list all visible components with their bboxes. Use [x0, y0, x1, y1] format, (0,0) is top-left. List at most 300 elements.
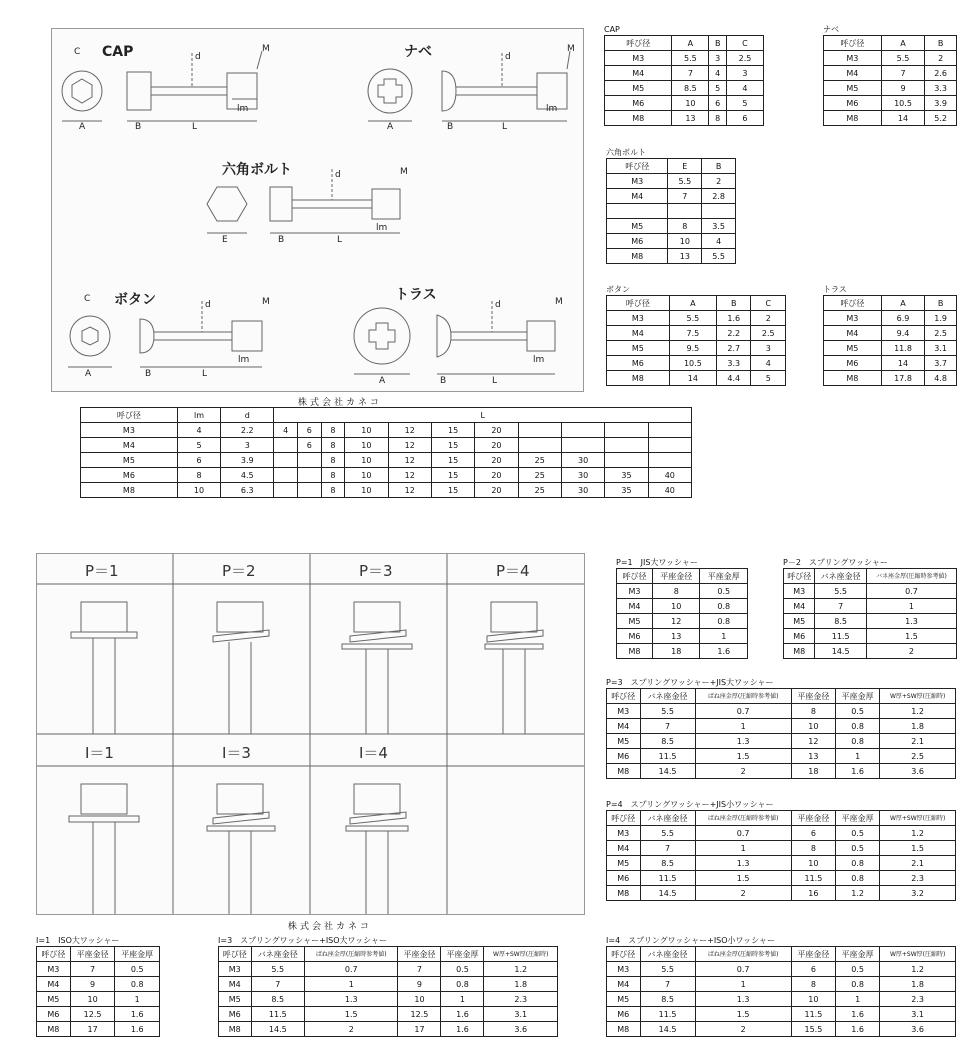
table-row — [607, 356, 786, 371]
table-cell: 8.5 — [251, 992, 304, 1007]
i3-label: I＝3 — [222, 744, 251, 762]
table-header-cell: 呼び径 — [607, 947, 641, 962]
table-row — [607, 174, 736, 189]
table-header-cell: 平座金厚 — [441, 947, 484, 962]
table-cell: 1.3 — [695, 992, 791, 1007]
table-cell: 9.4 — [881, 326, 924, 341]
table-cell: M4 — [607, 189, 668, 204]
table-cell — [648, 453, 691, 468]
hex-m-label: M — [400, 167, 408, 177]
table-cell: 1.6 — [115, 1022, 160, 1037]
hex-b-label: B — [278, 235, 285, 245]
table-cell: 11.5 — [791, 1007, 835, 1022]
table-cell: 2.1 — [880, 734, 956, 749]
table-cell: 1.2 — [836, 886, 880, 901]
table-cell: 2.5 — [925, 326, 957, 341]
table-row — [617, 584, 748, 599]
table-cell: 15 — [431, 438, 474, 453]
table-cell: 8 — [791, 704, 835, 719]
table-row — [219, 992, 558, 1007]
table-row — [617, 644, 748, 659]
table-title: ナベ — [823, 25, 839, 34]
table-cell: 1 — [115, 992, 160, 1007]
table-row — [607, 886, 956, 901]
table-header-cell: A — [669, 296, 716, 311]
table-cell: 2.3 — [880, 871, 956, 886]
table-cell: 3.9 — [221, 453, 274, 468]
data-table — [604, 35, 764, 126]
table-cell: 5 — [177, 438, 220, 453]
data-table — [823, 35, 957, 126]
table-cell: 1 — [441, 992, 484, 1007]
table-cell: 8 — [321, 483, 345, 498]
table-row — [219, 1022, 558, 1037]
table-cell: 35 — [605, 468, 648, 483]
table-cell: 3 — [751, 341, 786, 356]
table-header-cell: lm — [177, 408, 220, 423]
table-header-cell: A — [881, 36, 924, 51]
table-cell: M8 — [607, 764, 641, 779]
table-header-cell: 平座金径 — [791, 947, 835, 962]
table-cell: M4 — [784, 599, 815, 614]
table-row — [824, 111, 957, 126]
washer-svg — [37, 554, 584, 914]
table-cell: 20 — [475, 423, 518, 438]
nabe-d-label: d — [505, 52, 511, 62]
table-cell: 40 — [648, 468, 691, 483]
table-row — [607, 1022, 956, 1037]
table-cell — [605, 438, 648, 453]
table-row — [37, 962, 160, 977]
table-cell: M4 — [617, 599, 653, 614]
table-cell: 0.5 — [441, 962, 484, 977]
table-cell: 0.7 — [695, 704, 791, 719]
table-cell: 1.2 — [880, 962, 956, 977]
table-header-cell: B — [717, 296, 751, 311]
table-cell: 12 — [388, 438, 431, 453]
button-a-label: A — [85, 369, 92, 379]
table-row — [824, 66, 957, 81]
table-cell: M3 — [607, 962, 641, 977]
table-cell: 6 — [726, 111, 763, 126]
table-header-cell: B — [709, 36, 727, 51]
table-cell: 7 — [640, 841, 695, 856]
cap-label: CAP — [102, 44, 134, 60]
table-cell: 2.3 — [484, 992, 558, 1007]
table-cell: 10 — [791, 856, 835, 871]
table-cell: 5.5 — [669, 311, 716, 326]
table-header-cell: A — [672, 36, 709, 51]
hex-d-label: d — [335, 170, 341, 180]
table-header-cell: 平座金径 — [652, 569, 700, 584]
table-cell: 1.3 — [695, 856, 791, 871]
table-p1 — [616, 557, 748, 659]
table-cell: 20 — [475, 468, 518, 483]
cap-a-label: A — [79, 122, 86, 132]
p2-label: P＝2 — [222, 562, 256, 580]
table-cell: 10 — [70, 992, 115, 1007]
table-cell: 7 — [70, 962, 115, 977]
table-cell: M5 — [37, 992, 71, 1007]
table-cell: 1 — [695, 977, 791, 992]
table-cell: 14.5 — [251, 1022, 304, 1037]
table-cell: M8 — [607, 1022, 641, 1037]
table-cell: 8 — [321, 423, 345, 438]
table-cell: 11.5 — [815, 629, 867, 644]
table-cell: M3 — [824, 51, 882, 66]
table-cell: M5 — [607, 219, 668, 234]
table-cell: 25 — [518, 483, 561, 498]
hex-e-label: E — [222, 235, 228, 245]
table-cell: 10 — [345, 423, 388, 438]
data-table — [218, 946, 558, 1037]
p3-figure — [342, 602, 412, 734]
table-cell: 5.5 — [640, 826, 695, 841]
table-row — [81, 423, 692, 438]
table-cell: 30 — [561, 468, 604, 483]
table-cell: 5.5 — [881, 51, 924, 66]
table-row — [607, 311, 786, 326]
table-cell: 1.6 — [717, 311, 751, 326]
table-cell: 8 — [321, 438, 345, 453]
table-header-cell: C — [751, 296, 786, 311]
table-header-cell: 平座金厚 — [836, 947, 880, 962]
table-cell: M5 — [605, 81, 672, 96]
table-header-cell: W厚+SW厚(圧縮時) — [484, 947, 558, 962]
table-cell: 7 — [640, 977, 695, 992]
table-cell: 40 — [648, 483, 691, 498]
table-cell: 1.5 — [695, 749, 791, 764]
table-cell: 4 — [177, 423, 220, 438]
table-cell: 11.5 — [251, 1007, 304, 1022]
table-row — [607, 734, 956, 749]
table-cell: 14 — [881, 356, 924, 371]
truss-d-label: d — [495, 300, 501, 310]
table-cell: M5 — [607, 992, 641, 1007]
data-table — [606, 688, 956, 779]
table-cell: 15 — [431, 468, 474, 483]
table-cell: 1.6 — [836, 1007, 880, 1022]
table-cell: 7 — [815, 599, 867, 614]
table-header-cell: 呼び径 — [607, 689, 641, 704]
i1-figure — [69, 784, 139, 914]
table-cell: 2.7 — [717, 341, 751, 356]
table-cell: M5 — [607, 341, 670, 356]
table-cell: 8.5 — [815, 614, 867, 629]
table-cell: 1 — [695, 841, 791, 856]
table-cell: 5.5 — [815, 584, 867, 599]
table-cell: M4 — [219, 977, 252, 992]
table-header-cell: 呼び径 — [219, 947, 252, 962]
table-header-cell: W厚+SW厚(圧縮時) — [880, 947, 956, 962]
table-row — [784, 584, 957, 599]
table-cell: M4 — [824, 326, 882, 341]
table-cell: 2 — [695, 764, 791, 779]
table-cell: 17 — [70, 1022, 115, 1037]
table-cell: 8.5 — [640, 734, 695, 749]
table-cell: 30 — [561, 483, 604, 498]
button-d-label: d — [205, 300, 211, 310]
table-cell: M4 — [37, 977, 71, 992]
table-cell: 3.6 — [880, 764, 956, 779]
table-cell — [298, 483, 322, 498]
table-cell — [274, 438, 298, 453]
table-cell: 10 — [345, 483, 388, 498]
table-header-cell: 呼び径 — [784, 569, 815, 584]
i1-label: I＝1 — [85, 744, 114, 762]
table-cell: 4.4 — [717, 371, 751, 386]
table-cell — [298, 468, 322, 483]
table-row — [824, 326, 957, 341]
table-cell: 9 — [398, 977, 441, 992]
table-cell: 15.5 — [791, 1022, 835, 1037]
table-cell: 0.8 — [836, 734, 880, 749]
table-row — [605, 81, 764, 96]
table-row — [607, 719, 956, 734]
table-title: P=3 スプリングワッシャー+JIS大ワッシャー — [606, 678, 774, 687]
table-cell: 7 — [640, 719, 695, 734]
table-cell: 8.5 — [672, 81, 709, 96]
table-header-cell: バネ座金径 — [640, 811, 695, 826]
table-header-cell: W厚+SW厚(圧縮時) — [880, 811, 956, 826]
table-row — [219, 962, 558, 977]
table-cell: 2.5 — [751, 326, 786, 341]
table-cell: 1.6 — [115, 1007, 160, 1022]
table-cell: 1.6 — [441, 1007, 484, 1022]
table-header-cell: B — [925, 36, 957, 51]
table-title: I=3 スプリングワッシャー+ISO大ワッシャー — [218, 936, 387, 945]
table-cell: 1.2 — [880, 826, 956, 841]
table-cell: 3 — [709, 51, 727, 66]
table-cell: 0.7 — [866, 584, 956, 599]
hex-bolt-figure — [207, 169, 400, 233]
button-b-label: B — [145, 369, 152, 379]
table-cell — [518, 423, 561, 438]
table-cell: 3.1 — [484, 1007, 558, 1022]
table-cell: 7 — [668, 189, 702, 204]
table-cell: 1.3 — [305, 992, 398, 1007]
table-cell: 2 — [751, 311, 786, 326]
table-row — [607, 764, 956, 779]
table-cell: 9.5 — [669, 341, 716, 356]
p2-figure — [213, 602, 269, 734]
table-cell: 1 — [836, 992, 880, 1007]
cap-c-label: C — [74, 47, 81, 57]
table-cell: M3 — [607, 311, 670, 326]
table-cell: 7.5 — [669, 326, 716, 341]
table-cell: 1.5 — [695, 871, 791, 886]
table-cell: 2.8 — [702, 189, 736, 204]
table-header-cell: d — [221, 408, 274, 423]
table-row — [605, 96, 764, 111]
table-cell: 10 — [791, 719, 835, 734]
truss-label: トラス — [395, 287, 437, 303]
table-cell: 3.7 — [925, 356, 957, 371]
table-cell: 20 — [475, 483, 518, 498]
table-cell: M5 — [824, 81, 882, 96]
table-cell — [561, 423, 604, 438]
table-cell: 1 — [305, 977, 398, 992]
table-cell: 10 — [652, 599, 700, 614]
truss-a-label: A — [379, 376, 386, 386]
table-row — [219, 977, 558, 992]
nabe-l-label: L — [502, 122, 508, 132]
data-table — [823, 295, 957, 386]
table-header-cell: 呼び径 — [607, 296, 670, 311]
table-cell: M8 — [81, 483, 178, 498]
table-header-cell: バネ座金径 — [640, 689, 695, 704]
table-cell: M5 — [784, 614, 815, 629]
table-cell — [605, 423, 648, 438]
table-cell: M4 — [607, 719, 641, 734]
table-cell: M5 — [607, 856, 641, 871]
table-cell: M8 — [617, 644, 653, 659]
table-row — [784, 644, 957, 659]
table-cell: M6 — [784, 629, 815, 644]
table-row — [81, 438, 692, 453]
table-cell: M5 — [81, 453, 178, 468]
table-cell: M3 — [605, 51, 672, 66]
table-row — [607, 992, 956, 1007]
table-cell: 4.8 — [925, 371, 957, 386]
table-cell: 1.2 — [484, 962, 558, 977]
table-cell: 6 — [298, 423, 322, 438]
table-cell: M8 — [607, 249, 668, 264]
table-row — [605, 111, 764, 126]
table-cell: 3.3 — [925, 81, 957, 96]
table-cell: 2.5 — [726, 51, 763, 66]
table-cell: 13 — [668, 249, 702, 264]
table-cell: 3 — [221, 438, 274, 453]
table-cell: 16 — [791, 886, 835, 901]
table-row — [824, 371, 957, 386]
table-row — [784, 614, 957, 629]
table-row — [605, 66, 764, 81]
table-header-cell: E — [668, 159, 702, 174]
table-header-row — [784, 569, 957, 584]
nabe-b-label: B — [447, 122, 454, 132]
table-cell: M6 — [607, 356, 670, 371]
table-row — [607, 1007, 956, 1022]
table-cell: M3 — [81, 423, 178, 438]
table-cell: 10.5 — [881, 96, 924, 111]
table-cell: 13 — [672, 111, 709, 126]
table-cell: 10 — [668, 234, 702, 249]
nabe-label: ナベ — [404, 44, 432, 60]
table-cell: M5 — [219, 992, 252, 1007]
table-cell: 1 — [836, 749, 880, 764]
hex-lm-label: lm — [376, 223, 388, 233]
table-title: トラス — [823, 285, 847, 294]
table-row — [219, 1007, 558, 1022]
table-cell: M8 — [824, 371, 882, 386]
table-row — [607, 189, 736, 204]
table-cell: 6 — [791, 962, 835, 977]
table-header-row — [607, 296, 786, 311]
table-cell: 3.1 — [880, 1007, 956, 1022]
table-cell: M6 — [607, 871, 641, 886]
table-cell: 17.8 — [881, 371, 924, 386]
table-cell: 5.2 — [925, 111, 957, 126]
table-cell — [274, 453, 298, 468]
table-cell: 0.5 — [836, 841, 880, 856]
table-header-row — [37, 947, 160, 962]
table-header-row — [617, 569, 748, 584]
table-cell: M6 — [607, 1007, 641, 1022]
table-cell: 5.5 — [702, 249, 736, 264]
table-cell: 0.5 — [115, 962, 160, 977]
button-m-label: M — [262, 297, 270, 307]
table-cell: 8 — [709, 111, 727, 126]
table-header-row — [607, 159, 736, 174]
table-cell: 4 — [274, 423, 298, 438]
truss-lm-label: lm — [533, 355, 545, 365]
table-cell: 2.3 — [880, 992, 956, 1007]
table-cell: 8 — [177, 468, 220, 483]
table-cell: M4 — [81, 438, 178, 453]
truss-b-label: B — [440, 376, 447, 386]
table-length — [80, 407, 692, 498]
table-cell: 1.8 — [880, 719, 956, 734]
table-row — [81, 483, 692, 498]
table-cell: M8 — [605, 111, 672, 126]
table-cell: 14.5 — [640, 764, 695, 779]
cap-l-label: L — [192, 122, 198, 132]
i4-label: I＝4 — [359, 744, 388, 762]
table-cell: 25 — [518, 453, 561, 468]
nabe-a-label: A — [387, 122, 394, 132]
table-cell: 2 — [866, 644, 956, 659]
data-table — [80, 407, 692, 498]
table-cell: 3.3 — [717, 356, 751, 371]
table-cell: 2 — [925, 51, 957, 66]
table-cell: M6 — [617, 629, 653, 644]
table-header-cell: 平座金厚 — [836, 811, 880, 826]
table-cell: 7 — [672, 66, 709, 81]
table-cell: 4 — [702, 234, 736, 249]
table-cell: 2 — [695, 886, 791, 901]
table-cell: 1.8 — [880, 977, 956, 992]
table-cell: 3.2 — [880, 886, 956, 901]
table-title: P=1 JIS大ワッシャー — [616, 558, 698, 567]
table-cell: M3 — [607, 704, 641, 719]
table-cell: 5.5 — [668, 174, 702, 189]
table-cell: 6.9 — [881, 311, 924, 326]
cap-lm-label: lm — [237, 104, 249, 114]
table-cell: 0.8 — [700, 599, 748, 614]
table-cell: 12 — [388, 423, 431, 438]
table-cell: 12 — [388, 453, 431, 468]
table-row — [607, 871, 956, 886]
table-cell: 0.8 — [836, 719, 880, 734]
table-row — [607, 704, 956, 719]
table-cell: M5 — [824, 341, 882, 356]
table-cell: 5 — [751, 371, 786, 386]
table-cell: 10 — [791, 992, 835, 1007]
table-i1 — [36, 935, 160, 1037]
table-cell: 2 — [702, 174, 736, 189]
table-row — [37, 1007, 160, 1022]
company-name-1: 株式会社カネコ — [297, 398, 382, 408]
table-cell: M3 — [607, 174, 668, 189]
table-cell: 3 — [726, 66, 763, 81]
table-cell: 8.5 — [640, 992, 695, 1007]
table-cell: 0.8 — [115, 977, 160, 992]
table-cell: 0.7 — [695, 826, 791, 841]
table-header-cell: 呼び径 — [605, 36, 672, 51]
table-cell: 1 — [866, 599, 956, 614]
table-cell: 4 — [726, 81, 763, 96]
